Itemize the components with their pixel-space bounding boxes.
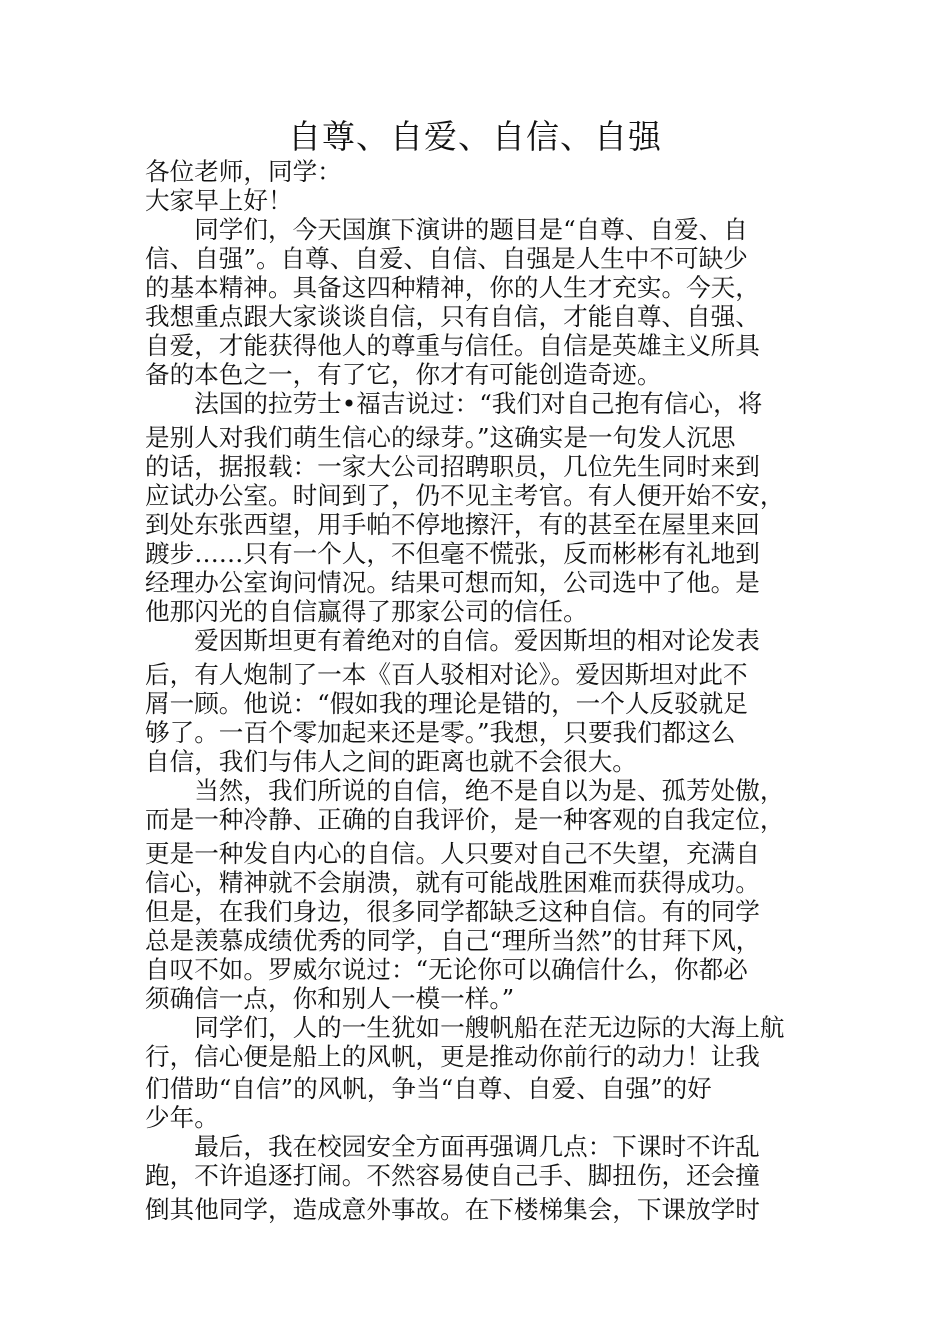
text-line: 爱因斯坦更有着绝对的自信。爱因斯坦的相对论发表 (145, 626, 760, 655)
salutation-line: 各位老师，同学： (145, 157, 342, 186)
text-line: 应试办公室。时间到了，仍不见主考官。有人便开始不安， (145, 481, 785, 510)
text-line: 当然，我们所说的自信，绝不是自以为是、孤芳处傲， (145, 776, 785, 805)
text-line: 最后，我在校园安全方面再强调几点：下课时不许乱 (145, 1132, 760, 1161)
text-line: 倒其他同学，造成意外事故。在下楼梯集会，下课放学时 (145, 1195, 760, 1224)
text-line: 行，信心便是船上的风帆，更是推动你前行的动力！让我 (145, 1042, 760, 1071)
text-line: 总是羡慕成绩优秀的同学，自己“理所当然”的甘拜下风， (145, 926, 761, 955)
page-title: 自尊、自爱、自信、自强 (288, 117, 662, 156)
text-line: 踱步……只有一个人，不但毫不慌张，反而彬彬有礼地到 (145, 539, 760, 568)
text-line: 同学们，今天国旗下演讲的题目是“自尊、自爱、自 (145, 215, 748, 244)
text-line: 够了。一百个零加起来还是零。”我想，只要我们都这么 (145, 718, 736, 747)
text-line: 信心，精神就不会崩溃，就有可能战胜困难而获得成功。 (145, 868, 760, 897)
text-line: 他那闪光的自信赢得了那家公司的信任。 (145, 597, 588, 626)
text-line: 自信，我们与伟人之间的距离也就不会很大。 (145, 747, 637, 776)
text-line: 法国的拉劳士•福吉说过：“我们对自己抱有信心，将 (145, 389, 763, 418)
text-line: 我想重点跟大家谈谈自信，只有自信，才能自尊、自强、 (145, 302, 760, 331)
text-line: 而是一种冷静、正确的自我评价，是一种客观的自我定位， (145, 805, 785, 834)
text-line: 后，有人炮制了一本《百人驳相对论》。爱因斯坦对此不 (145, 660, 748, 689)
text-line: 到处东张西望，用手帕不停地擦汗，有的甚至在屋里来回 (145, 510, 760, 539)
text-line: 自叹不如。罗威尔说过：“无论你可以确信什么，你都必 (145, 955, 748, 984)
text-line: 屑一顾。他说：“假如我的理论是错的，一个人反驳就足 (145, 689, 748, 718)
text-line: 信、自强”。自尊、自爱、自信、自强是人生中不可缺少 (145, 244, 748, 273)
greeting-line: 大家早上好！ (145, 186, 293, 215)
text-line: 但是，在我们身边，很多同学都缺乏这种自信。有的同学 (145, 897, 760, 926)
text-line: 跑，不许追逐打闹。不然容易使自己手、脚扭伤，还会撞 (145, 1161, 760, 1190)
text-line: 经理办公室询问情况。结果可想而知，公司选中了他。是 (145, 568, 760, 597)
text-line: 的话，据报载：一家大公司招聘职员，几位先生同时来到 (145, 452, 760, 481)
text-line: 同学们，人的一生犹如一艘帆船在茫无边际的大海上航 (145, 1013, 785, 1042)
text-line: 少年。 (145, 1103, 219, 1132)
text-line: 是别人对我们萌生信心的绿芽。”这确实是一句发人沉思 (145, 423, 736, 452)
text-line: 更是一种发自内心的自信。人只要对自己不失望，充满自 (145, 839, 760, 868)
text-line: 备的本色之一，有了它，你才有可能创造奇迹。 (145, 360, 662, 389)
text-line: 须确信一点，你和别人一模一样。” (145, 984, 515, 1013)
text-line: 的基本精神。具备这四种精神，你的人生才充实。今天， (145, 273, 760, 302)
text-line: 们借助“自信”的风帆，争当“自尊、自爱、自强”的好 (145, 1074, 712, 1103)
text-line: 自爱，才能获得他人的尊重与信任。自信是英雄主义所具 (145, 331, 760, 360)
